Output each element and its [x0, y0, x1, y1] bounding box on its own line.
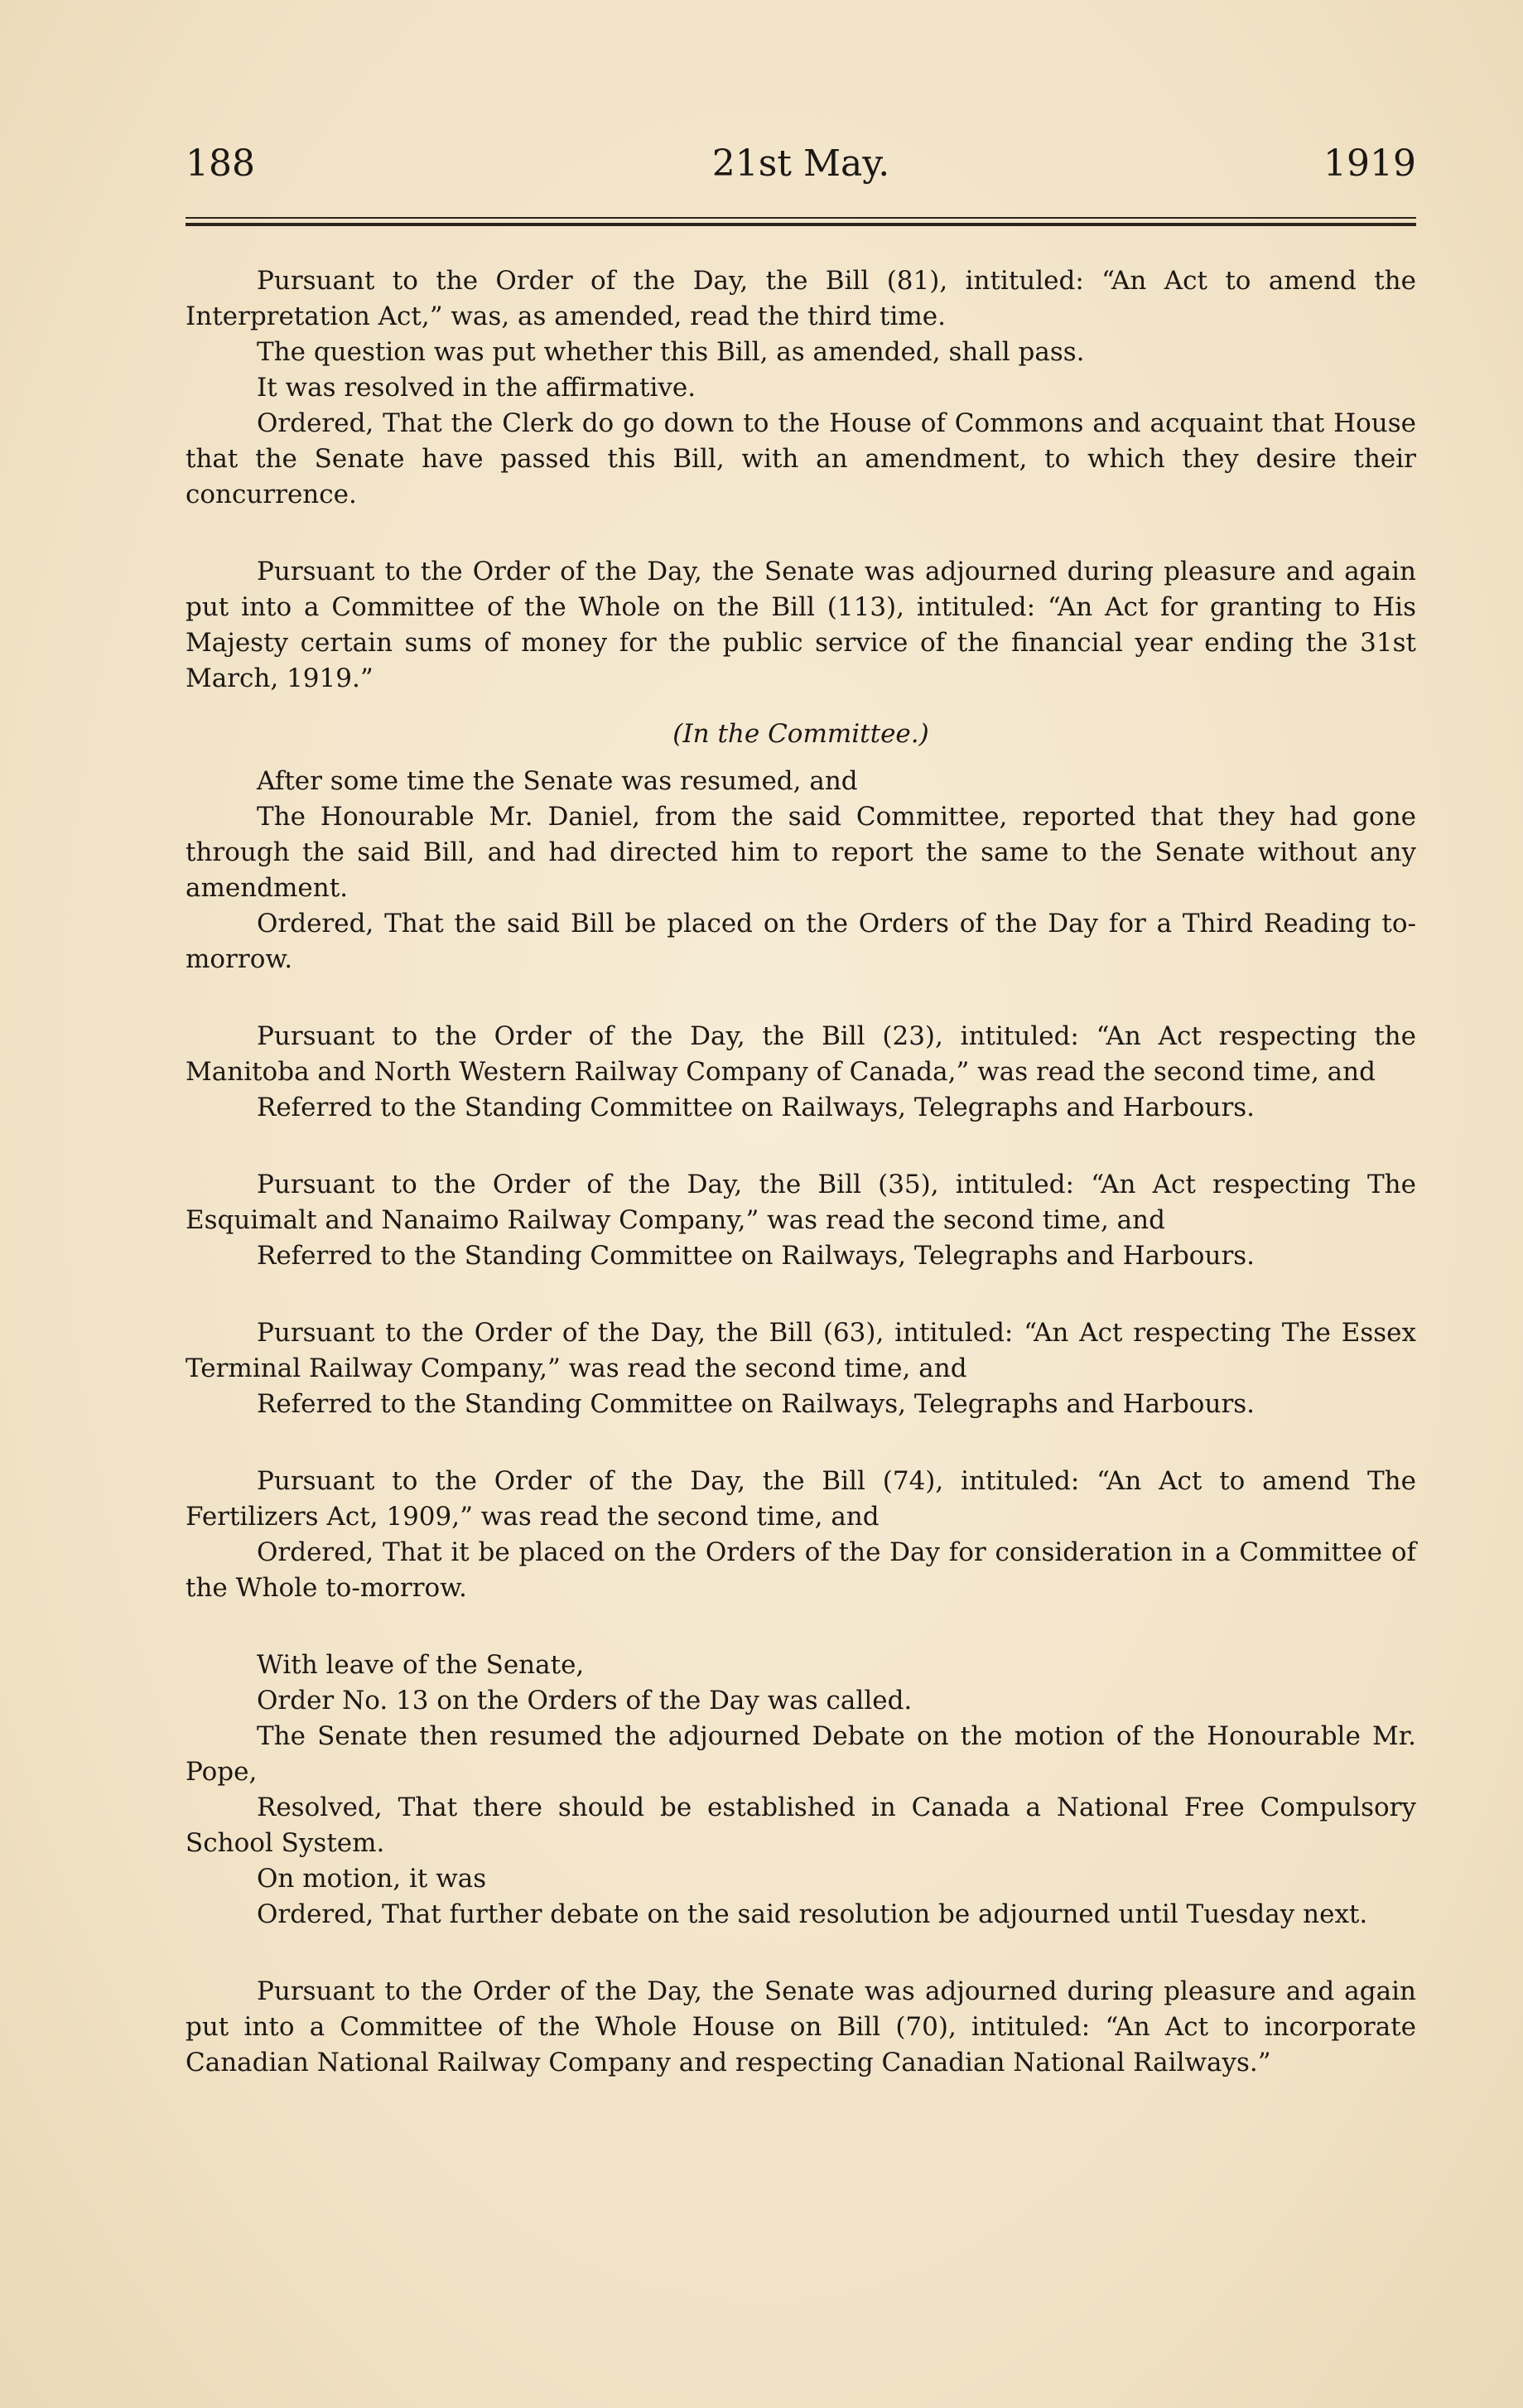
- paragraph: Ordered, That it be placed on the Orders of the Day for consideration in a Committee of the Whole to-morrow.: [186, 1537, 1416, 1603]
- page-number: 188: [186, 142, 255, 185]
- paragraph: Order No. 13 on the Orders of the Day was called.: [257, 1686, 913, 1716]
- header-date: 21st May.: [711, 142, 890, 185]
- paragraph: Referred to the Standing Committee on Railways, Telegraphs and Harbours.: [257, 1389, 1256, 1419]
- paragraph: The Senate then resumed the adjourned Debate on the motion of the Honourable Mr. Pope,: [186, 1721, 1416, 1787]
- paragraph: Referred to the Standing Committee on Railways, Telegraphs and Harbours.: [257, 1093, 1256, 1122]
- paragraph: Pursuant to the Order of the Day, the Senate was adjourned during pleasure and again put into a Committee of the Whole House on Bill (70), intituled: “An Act to incorporate Canadian National Railway Company and respecting Canadian National Railways.”: [186, 1976, 1416, 2077]
- paragraph: Pursuant to the Order of the Day, the Bill (63), intituled: “An Act respecting The Essex Terminal Railway Company,” was read the second time, and: [186, 1318, 1416, 1383]
- paragraph: Resolved, That there should be established in Canada a National Free Compulsory School System.: [186, 1793, 1416, 1858]
- page-header: [186, 139, 1416, 189]
- paragraph: Ordered, That further debate on the said resolution be adjourned until Tuesday next.: [257, 1899, 1368, 1929]
- header-year: 1919: [1323, 142, 1416, 185]
- paragraph: Pursuant to the Order of the Day, the Bill (81), intituled: “An Act to amend the Interpretation Act,” was, as amended, read the third time.: [186, 266, 1416, 331]
- section-heading: (In the Committee.): [672, 719, 929, 749]
- journal-body: [186, 263, 1416, 2081]
- paragraph: The question was put whether this Bill, as amended, shall pass.: [257, 337, 1085, 367]
- paragraph: Referred to the Standing Committee on Railways, Telegraphs and Harbours.: [257, 1241, 1256, 1271]
- paragraph: Pursuant to the Order of the Day, the Bill (35), intituled: “An Act respecting The Esquimalt and Nanaimo Railway Company,” was read the second time, and: [186, 1170, 1416, 1235]
- paragraph: After some time the Senate was resumed, and: [257, 766, 858, 796]
- paragraph: Ordered, That the Clerk do go down to the House of Commons and acquaint that House that the Senate have passed this Bill, with an amendment, to which they desire their concurrence.: [186, 408, 1416, 509]
- header-rule: [186, 217, 1416, 226]
- paragraph: With leave of the Senate,: [257, 1650, 585, 1680]
- paragraph: Pursuant to the Order of the Day, the Senate was adjourned during pleasure and again put into a Committee of the Whole on the Bill (113), intituled: “An Act for granting to His Majesty certain sums of money for the public service of the financial year ending the 31st March, 1919.”: [186, 557, 1416, 693]
- paragraph: It was resolved in the affirmative.: [257, 373, 696, 403]
- paragraph: Pursuant to the Order of the Day, the Bill (74), intituled: “An Act to amend The Fertilizers Act, 1909,” was read the second time, and: [186, 1466, 1416, 1532]
- paragraph: On motion, it was: [257, 1864, 487, 1894]
- paragraph: Ordered, That the said Bill be placed on the Orders of the Day for a Third Reading to-morrow.: [186, 909, 1416, 974]
- paragraph: Pursuant to the Order of the Day, the Bill (23), intituled: “An Act respecting the Manitoba and North Western Railway Company of Canada,” was read the second time, and: [186, 1021, 1416, 1087]
- paragraph: The Honourable Mr. Daniel, from the said Committee, reported that they had gone through the said Bill, and had directed him to report the same to the Senate without any amendment.: [186, 802, 1416, 903]
